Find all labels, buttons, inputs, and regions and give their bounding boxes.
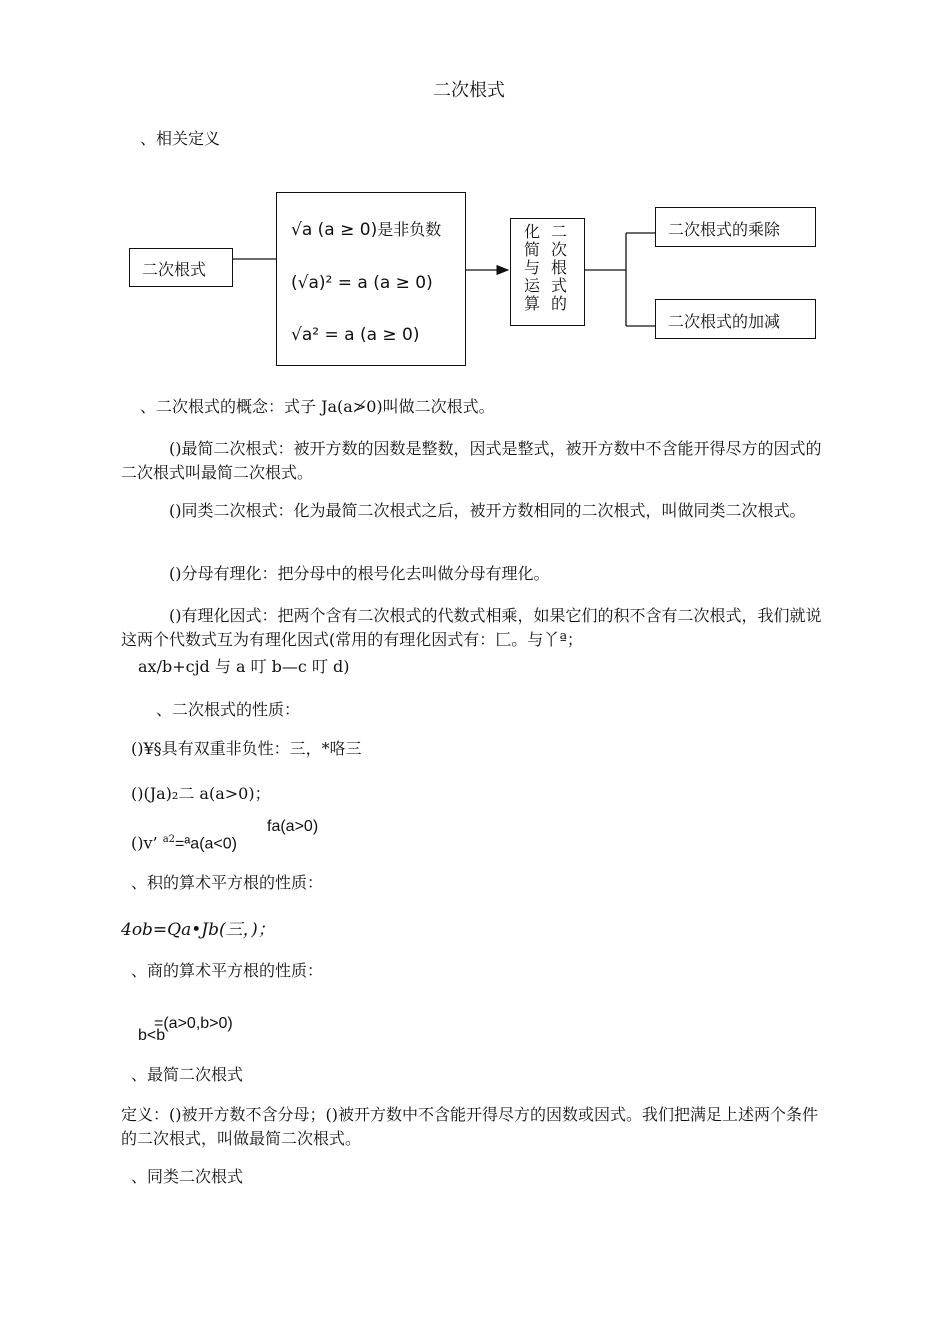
properties-box [276, 192, 466, 366]
property-root-of-square-top: fa(a>0) [267, 818, 319, 835]
paragraph-similar-root [121, 499, 829, 523]
property-root-of-square-right: =ªa(a<0) [175, 835, 237, 853]
property-root-of-square [131, 829, 237, 855]
paragraph-rationalize-text: ()分母有理化：把分母中的根号化去叫做分母有理化。 [169, 564, 550, 583]
branch-add-subtract-box [655, 299, 816, 339]
rationalizing-factor-examples: ax/b+cjd 与 a 叮 b—c 叮 d) [138, 657, 350, 676]
operations-col-right: 二次根式的 [550, 222, 567, 313]
paragraph-similar-root-text: ()同类二次根式：化为最简二次根式之后，被开方数相同的二次根式，叫做同类二次根式。 [169, 501, 806, 520]
quotient-formula-top: =(a>0,b>0) [154, 1015, 233, 1032]
operations-box [510, 218, 585, 326]
formula-root-of-square: √a² = a (a ≥ 0) [291, 325, 420, 345]
root-label: 二次根式 [142, 260, 207, 279]
paragraph-rationalize [121, 562, 829, 586]
paragraph-rationalizing-factor-text: ()有理化因式：把两个含有二次根式的代数式相乘，如果它们的积不含有二次根式，我们就说这两个代数式互为有理化因式(常用的有理化因式有：匚。与丫ª； [121, 606, 822, 649]
paragraph-rationalizing-factor [121, 604, 829, 652]
section-related-definitions: 、相关定义 [140, 129, 221, 148]
quotient-formula-bottom: b<b [138, 1027, 166, 1044]
branch-multiply-divide-label: 二次根式的乘除 [668, 220, 781, 239]
formula-nonnegative-expr: √a (a ≥ 0) [291, 220, 378, 240]
section-properties: 、二次根式的性质： [156, 700, 301, 719]
root-box [129, 248, 233, 287]
concept-definition: 、二次根式的概念：式子 Ja(a≯0)叫做二次根式。 [140, 397, 495, 416]
page-title: 二次根式 [433, 80, 505, 101]
section-quotient-property: 、商的算术平方根的性质： [131, 961, 324, 980]
section-product-property: 、积的算术平方根的性质： [131, 873, 324, 892]
product-formula: 4ob=Qa•Jb(三，)； [121, 920, 275, 940]
paragraph-simplest-root-text: ()最简二次根式：被开方数的因数是整数，因式是整式，被开方数中不含能开得尽方的因式的二次根式叫最简二次根式。 [121, 439, 822, 482]
property-square-of-root: ()(Ja)₂二 a(a>0)； [131, 784, 271, 803]
formula-square-of-root: (√a)² = a (a ≥ 0) [291, 273, 433, 293]
property-double-nonnegative: ()¥§具有双重非负性：三，*咯三 [131, 739, 362, 758]
operations-col-left: 化简与运算 [523, 222, 540, 313]
property-root-of-square-left: ()v’ [131, 833, 158, 853]
formula-nonnegative [291, 217, 441, 240]
branch-add-subtract-label: 二次根式的加减 [668, 312, 781, 331]
simplest-root-definition: 定义：()被开方数不含分母；()被开方数中不含能开得尽方的因数或因式。我们把满足上述两个条件的二次根式，叫做最简二次根式。 [121, 1105, 818, 1148]
section-simplest-root: 、最简二次根式 [131, 1065, 244, 1084]
property-root-of-square-sup: a2 [162, 834, 176, 845]
section-similar-root: 、同类二次根式 [131, 1167, 244, 1186]
paragraph-simplest-root [121, 437, 829, 485]
branch-multiply-divide-box [655, 207, 816, 247]
formula-nonnegative-suffix: 是非负数 [377, 220, 442, 239]
